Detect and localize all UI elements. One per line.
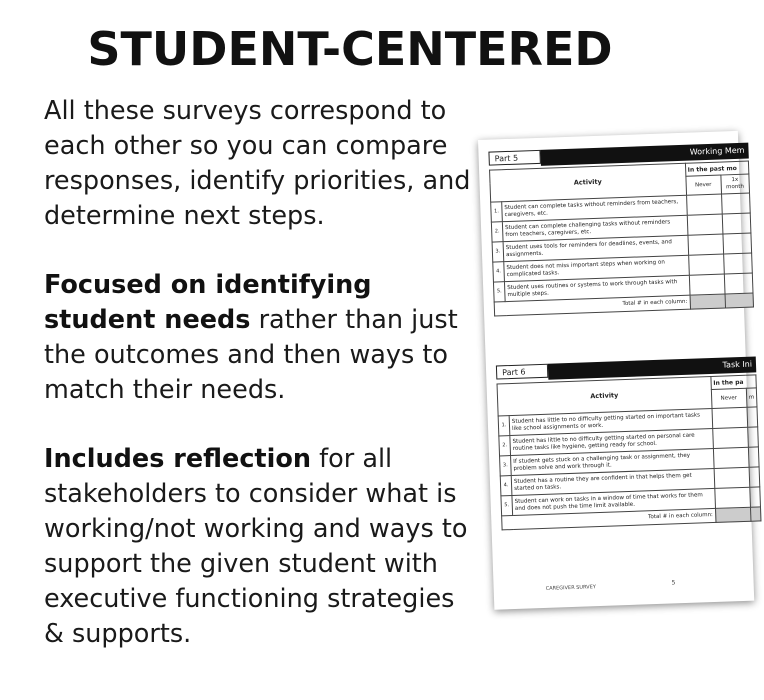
row-number: 4. <box>500 476 512 496</box>
part6-activity-header: Activity <box>497 377 712 416</box>
paragraph-focused <box>44 268 474 408</box>
response-cell <box>723 253 752 274</box>
total-label: Total # in each column: <box>502 508 716 529</box>
row-activity: Student does not miss important steps when working on complicated tasks. <box>504 255 689 281</box>
row-activity: Student can work on tasks in a window of time that works for them and does not push the time limit available. <box>512 488 715 515</box>
paragraph-focused-rest: rather than just the outcomes and then ways to match their needs. <box>44 305 458 405</box>
row-activity: Student uses tools for reminders for deadlines, events, and assignments. <box>503 235 688 261</box>
part6-col-never: Never <box>711 388 747 408</box>
row-activity: Student has a routine they are confident in that helps them get started on tasks. <box>511 468 714 495</box>
row-number: 5. <box>501 496 513 516</box>
total-label: Total # in each column: <box>494 295 690 316</box>
paragraph-reflection-bold: Includes reflection <box>44 444 312 474</box>
row-number: 3. <box>492 242 504 262</box>
row-activity: Student has little to no difficulty getting started on personal care routine tasks like hygiene, getting ready for school. <box>510 428 713 455</box>
response-cell <box>712 407 748 428</box>
paragraph-correspond: All these surveys correspond to each other so you can compare responses, identify priorities, and determine next steps. <box>44 96 471 231</box>
part5-activity-header: Activity <box>490 163 687 202</box>
worksheet-page <box>478 131 754 610</box>
description-text <box>44 94 474 686</box>
part6-table <box>497 374 762 530</box>
row-activity: Student has little to no difficulty getting started on important tasks like school assignments or work. <box>509 409 712 436</box>
row-number: 2. <box>491 222 503 242</box>
row-activity: Student can complete challenging tasks without reminders from teachers, caregivers, etc. <box>502 215 687 241</box>
row-number: 5. <box>493 282 505 302</box>
page-title: STUDENT-CENTERED <box>87 22 613 76</box>
response-cell <box>722 233 751 254</box>
response-cell <box>713 447 749 468</box>
response-cell <box>749 467 760 487</box>
part6-col-1x: m <box>746 388 757 407</box>
paragraph-reflection <box>44 442 474 652</box>
response-cell <box>721 193 750 214</box>
part5-col-1x: 1x month <box>720 174 749 194</box>
response-cell <box>686 194 722 215</box>
paragraph-focused-bold: Focused on identifying student needs <box>44 270 372 335</box>
row-activity: Student uses routines or systems to work through tasks with multiple steps. <box>504 275 689 301</box>
response-cell <box>747 427 758 447</box>
response-cell <box>687 234 723 255</box>
response-cell <box>712 427 748 448</box>
part6-past-header: In the pa <box>711 375 757 390</box>
response-cell <box>722 213 751 234</box>
total-cell <box>690 294 725 309</box>
response-cell <box>724 273 753 294</box>
part6-label: Part 6 <box>496 364 548 380</box>
part5-past-header: In the past mo <box>685 161 749 176</box>
worksheet-preview <box>478 131 754 610</box>
total-cell <box>750 507 761 521</box>
row-number: 1. <box>491 202 503 222</box>
response-cell <box>748 447 759 467</box>
response-cell <box>714 487 750 508</box>
response-cell <box>689 274 725 295</box>
footer-survey-name: CAREGIVER SURVEY <box>545 584 597 592</box>
row-number: 4. <box>493 262 505 282</box>
part5-col-never: Never <box>685 175 721 195</box>
response-cell <box>749 487 760 507</box>
part5-table <box>489 161 754 317</box>
part5-title-bar: Working Mem <box>540 143 748 166</box>
total-cell <box>715 507 750 522</box>
row-number: 3. <box>500 456 512 476</box>
row-activity: If student gets stuck on a challenging task or assignment, they problem solve and work through it. <box>511 448 714 475</box>
response-cell <box>714 467 750 488</box>
total-cell <box>725 293 754 308</box>
row-number: 2. <box>499 436 511 456</box>
row-number: 1. <box>498 416 510 436</box>
response-cell <box>687 214 723 235</box>
page-number: 5 <box>671 579 676 587</box>
response-cell <box>688 254 724 275</box>
row-activity: Student can complete tasks without reminders from teachers, caregivers, etc. <box>502 195 687 221</box>
part5-label: Part 5 <box>488 150 540 166</box>
part6-title-bar: Task Ini <box>548 356 756 379</box>
paragraph-reflection-rest: for all stakeholders to consider what is working/not working and ways to support the given student with executive functioning strategies & supports. <box>44 444 468 649</box>
response-cell <box>747 407 758 427</box>
